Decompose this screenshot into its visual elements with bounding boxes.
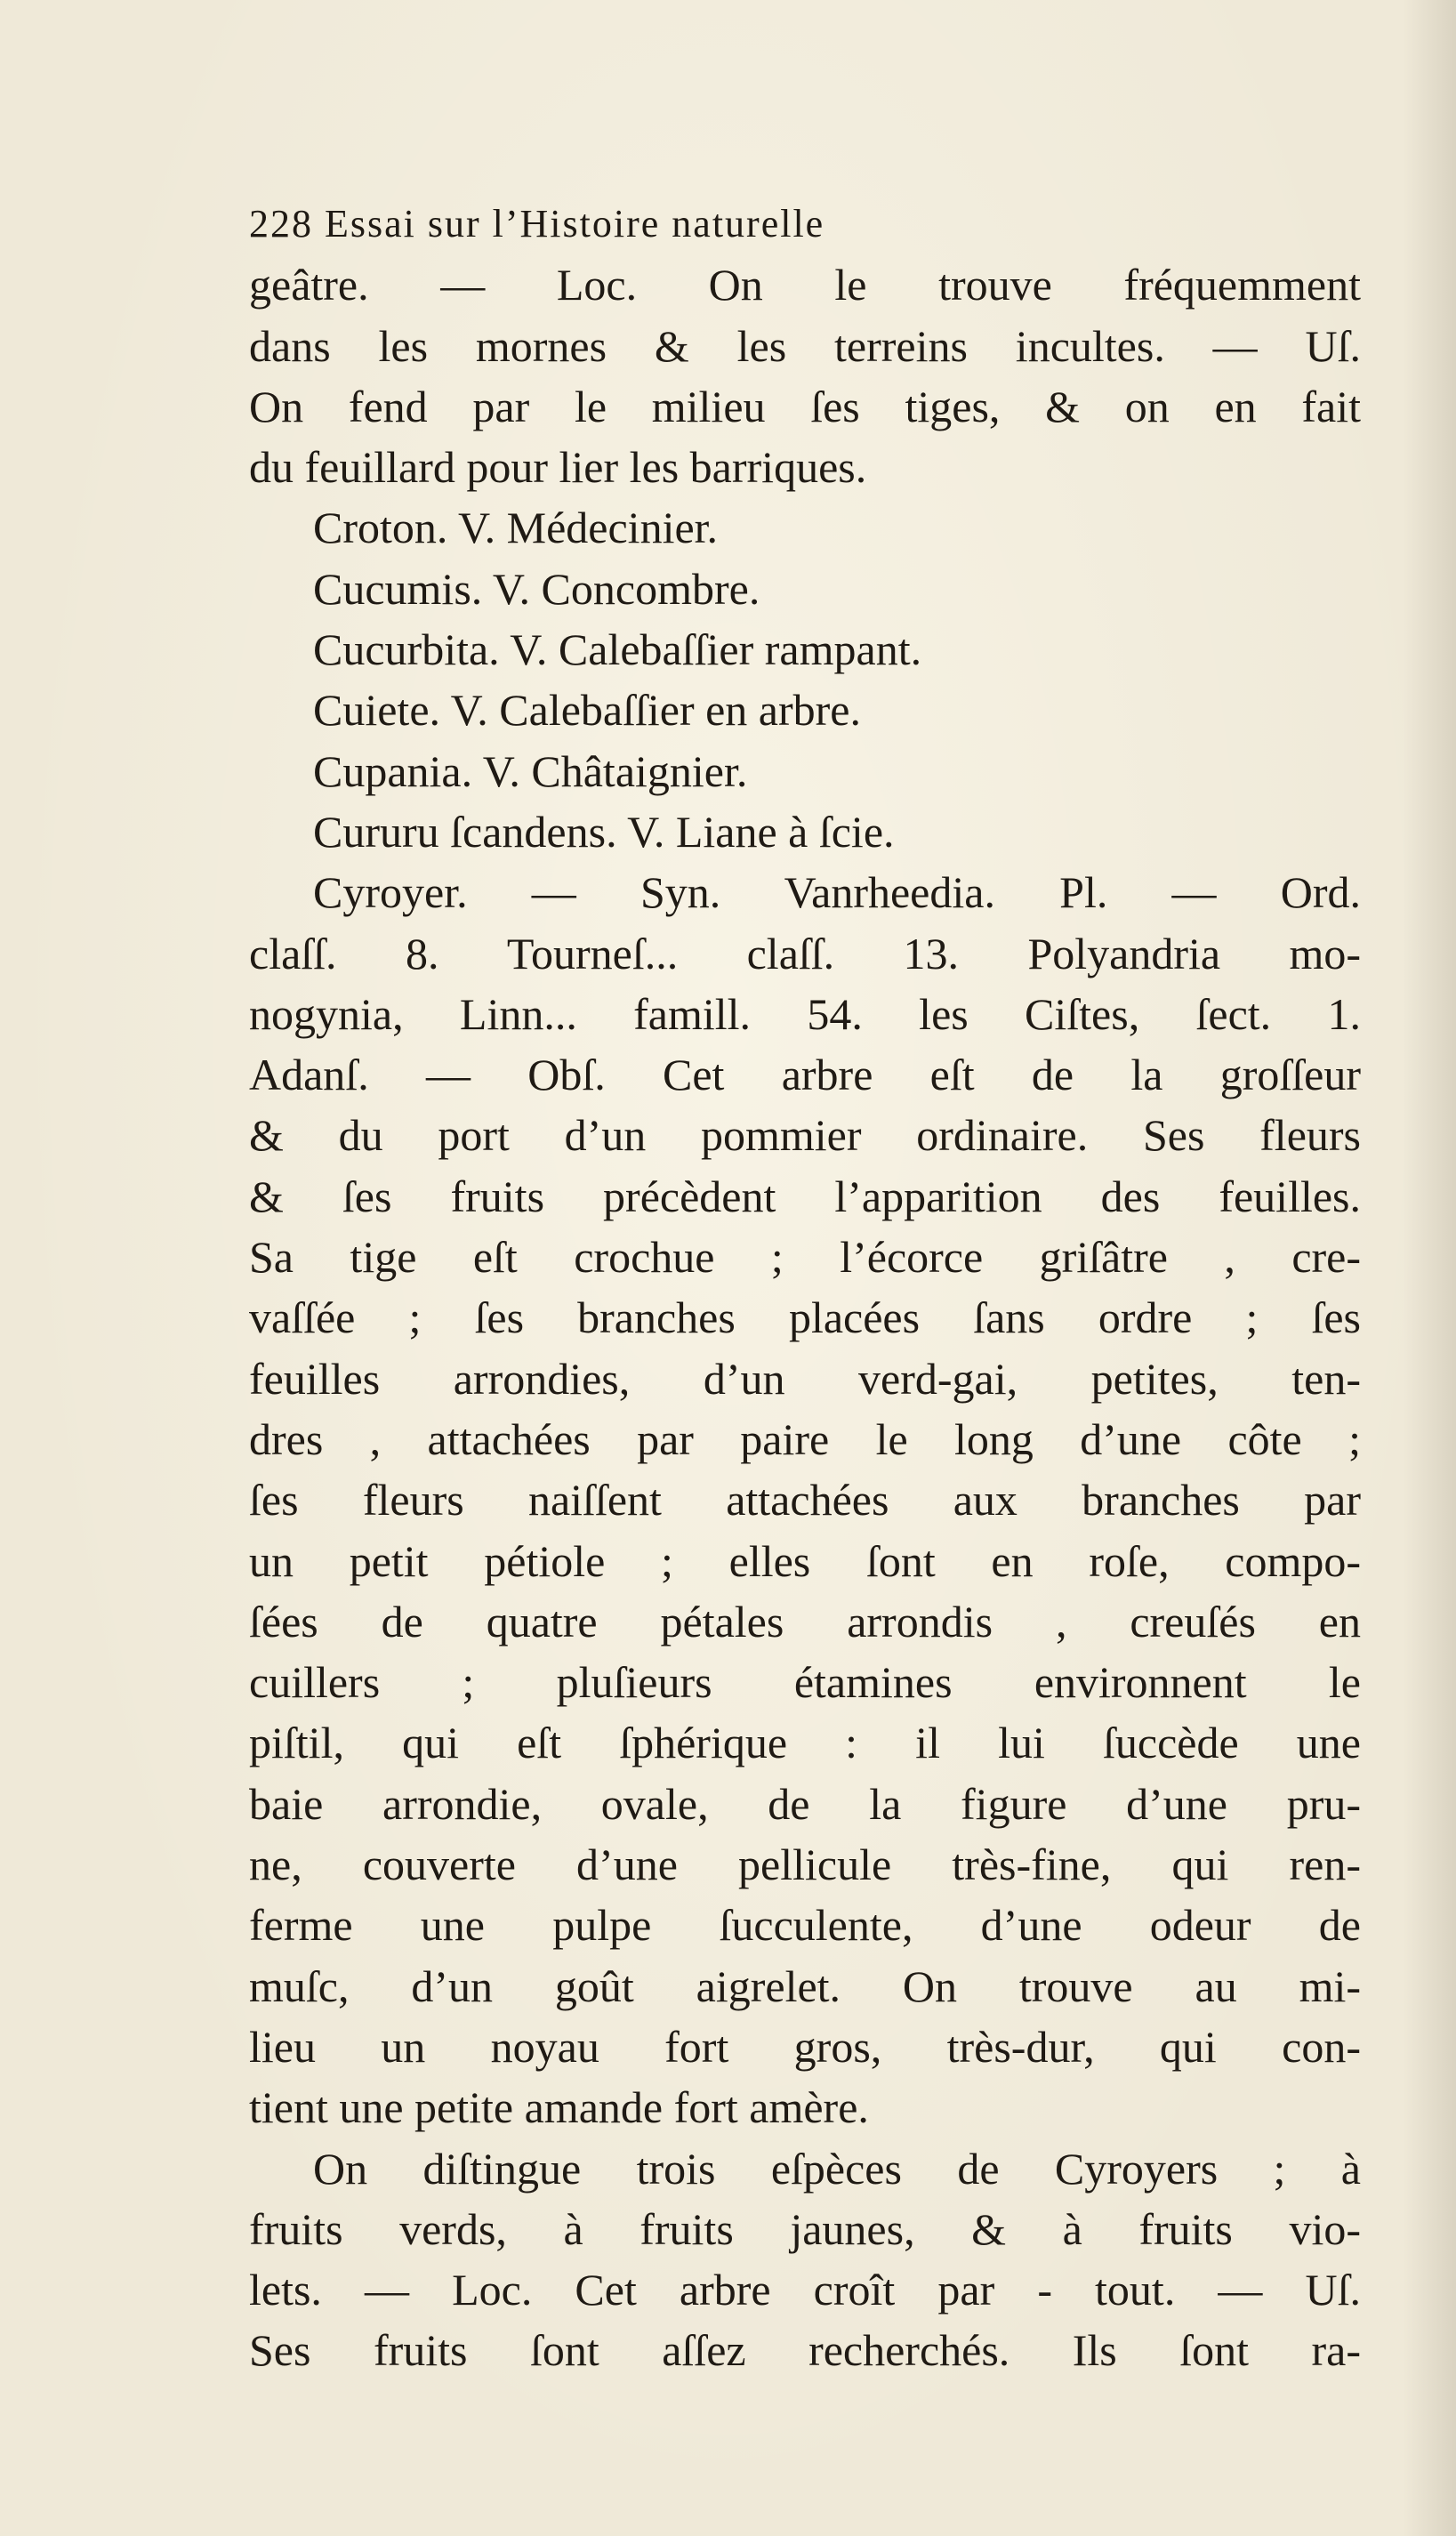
text-line: vaſſée ; ſes branches placées ſans ordre ; ſes bbox=[249, 1292, 1361, 1343]
text-line: Ses fruits ſont aſſez recherchés. Ils ſont ra- bbox=[249, 2325, 1361, 2376]
text-line: fruits verds, à fruits jaunes, & à fruits vio- bbox=[249, 2203, 1361, 2254]
text-line: Sa tige eſt crochue ; l’écorce griſâtre , cre- bbox=[249, 1232, 1361, 1283]
text-line: muſc, d’un goût aigrelet. On trouve au mi- bbox=[249, 1960, 1361, 2011]
entry-line: Cucurbita. V. Calebaſſier rampant. bbox=[313, 624, 922, 675]
paragraph-start-line: On diſtingue trois eſpèces de Cyroyers ; à bbox=[313, 2143, 1361, 2194]
text-line: cuillers ; pluſieurs étamines environnent le bbox=[249, 1657, 1361, 1708]
text-line: geâtre. — Loc. On le trouve fréquemment bbox=[249, 260, 1361, 310]
text-line: du feuillard pour lier les barriques. bbox=[249, 442, 867, 493]
text-line: & ſes fruits précèdent l’apparition des feuilles. bbox=[249, 1171, 1361, 1221]
text-line: Adanſ. — Obſ. Cet arbre eſt de la groſſeur bbox=[249, 1050, 1361, 1100]
entry-line: Cyroyer. — Syn. Vanrheedia. Pl. — Ord. bbox=[313, 867, 1361, 918]
text-line: baie arrondie, ovale, de la figure d’une pru- bbox=[249, 1778, 1361, 1829]
text-line: claſſ. 8. Tourneſ... claſſ. 13. Polyandria mo- bbox=[249, 928, 1361, 978]
text-line: ferme une pulpe ſucculente, d’une odeur de bbox=[249, 1900, 1361, 1951]
text-line: ſées de quatre pétales arrondis , creuſés en bbox=[249, 1596, 1361, 1646]
page-edge-shadow bbox=[1403, 0, 1456, 2536]
text-line: On fend par le milieu ſes tiges, & on en fait bbox=[249, 381, 1361, 431]
text-line: lets. — Loc. Cet arbre croît par - tout. — Uſ. bbox=[249, 2265, 1361, 2315]
page-text bbox=[249, 194, 1361, 2381]
text-line: nogynia, Linn... famill. 54. les Ciſtes, ſect. 1. bbox=[249, 988, 1361, 1039]
text-line: dans les mornes & les terreins incultes. — Uſ. bbox=[249, 320, 1361, 371]
entry-line: Cucumis. V. Concombre. bbox=[313, 563, 760, 614]
text-line: un petit pétiole ; elles ſont en roſe, compo- bbox=[249, 1535, 1361, 1586]
entry-line: Croton. V. Médecinier. bbox=[313, 503, 719, 553]
running-head: 228 Essai sur l’Histoire naturelle bbox=[249, 202, 825, 246]
text-line: feuilles arrondies, d’un verd-gai, petites, ten- bbox=[249, 1353, 1361, 1404]
text-line: lieu un noyau fort gros, très-dur, qui con- bbox=[249, 2021, 1361, 2072]
text-line: & du port d’un pommier ordinaire. Ses fleurs bbox=[249, 1110, 1361, 1161]
text-line: dres , attachées par paire le long d’une côte ; bbox=[249, 1413, 1361, 1464]
entry-line: Cupania. V. Châtaignier. bbox=[313, 745, 748, 796]
entry-line: Cururu ſcandens. V. Liane à ſcie. bbox=[313, 806, 895, 857]
text-line: ne, couverte d’une pellicule très-fine, qui ren- bbox=[249, 1840, 1361, 1890]
entry-line: Cuiete. V. Calebaſſier en arbre. bbox=[313, 685, 861, 736]
text-line: piſtil, qui eſt ſphérique : il lui ſuccède une bbox=[249, 1718, 1361, 1768]
text-line: tient une petite amande fort amère. bbox=[249, 2082, 869, 2133]
text-line: ſes fleurs naiſſent attachées aux branches par bbox=[249, 1475, 1361, 1526]
